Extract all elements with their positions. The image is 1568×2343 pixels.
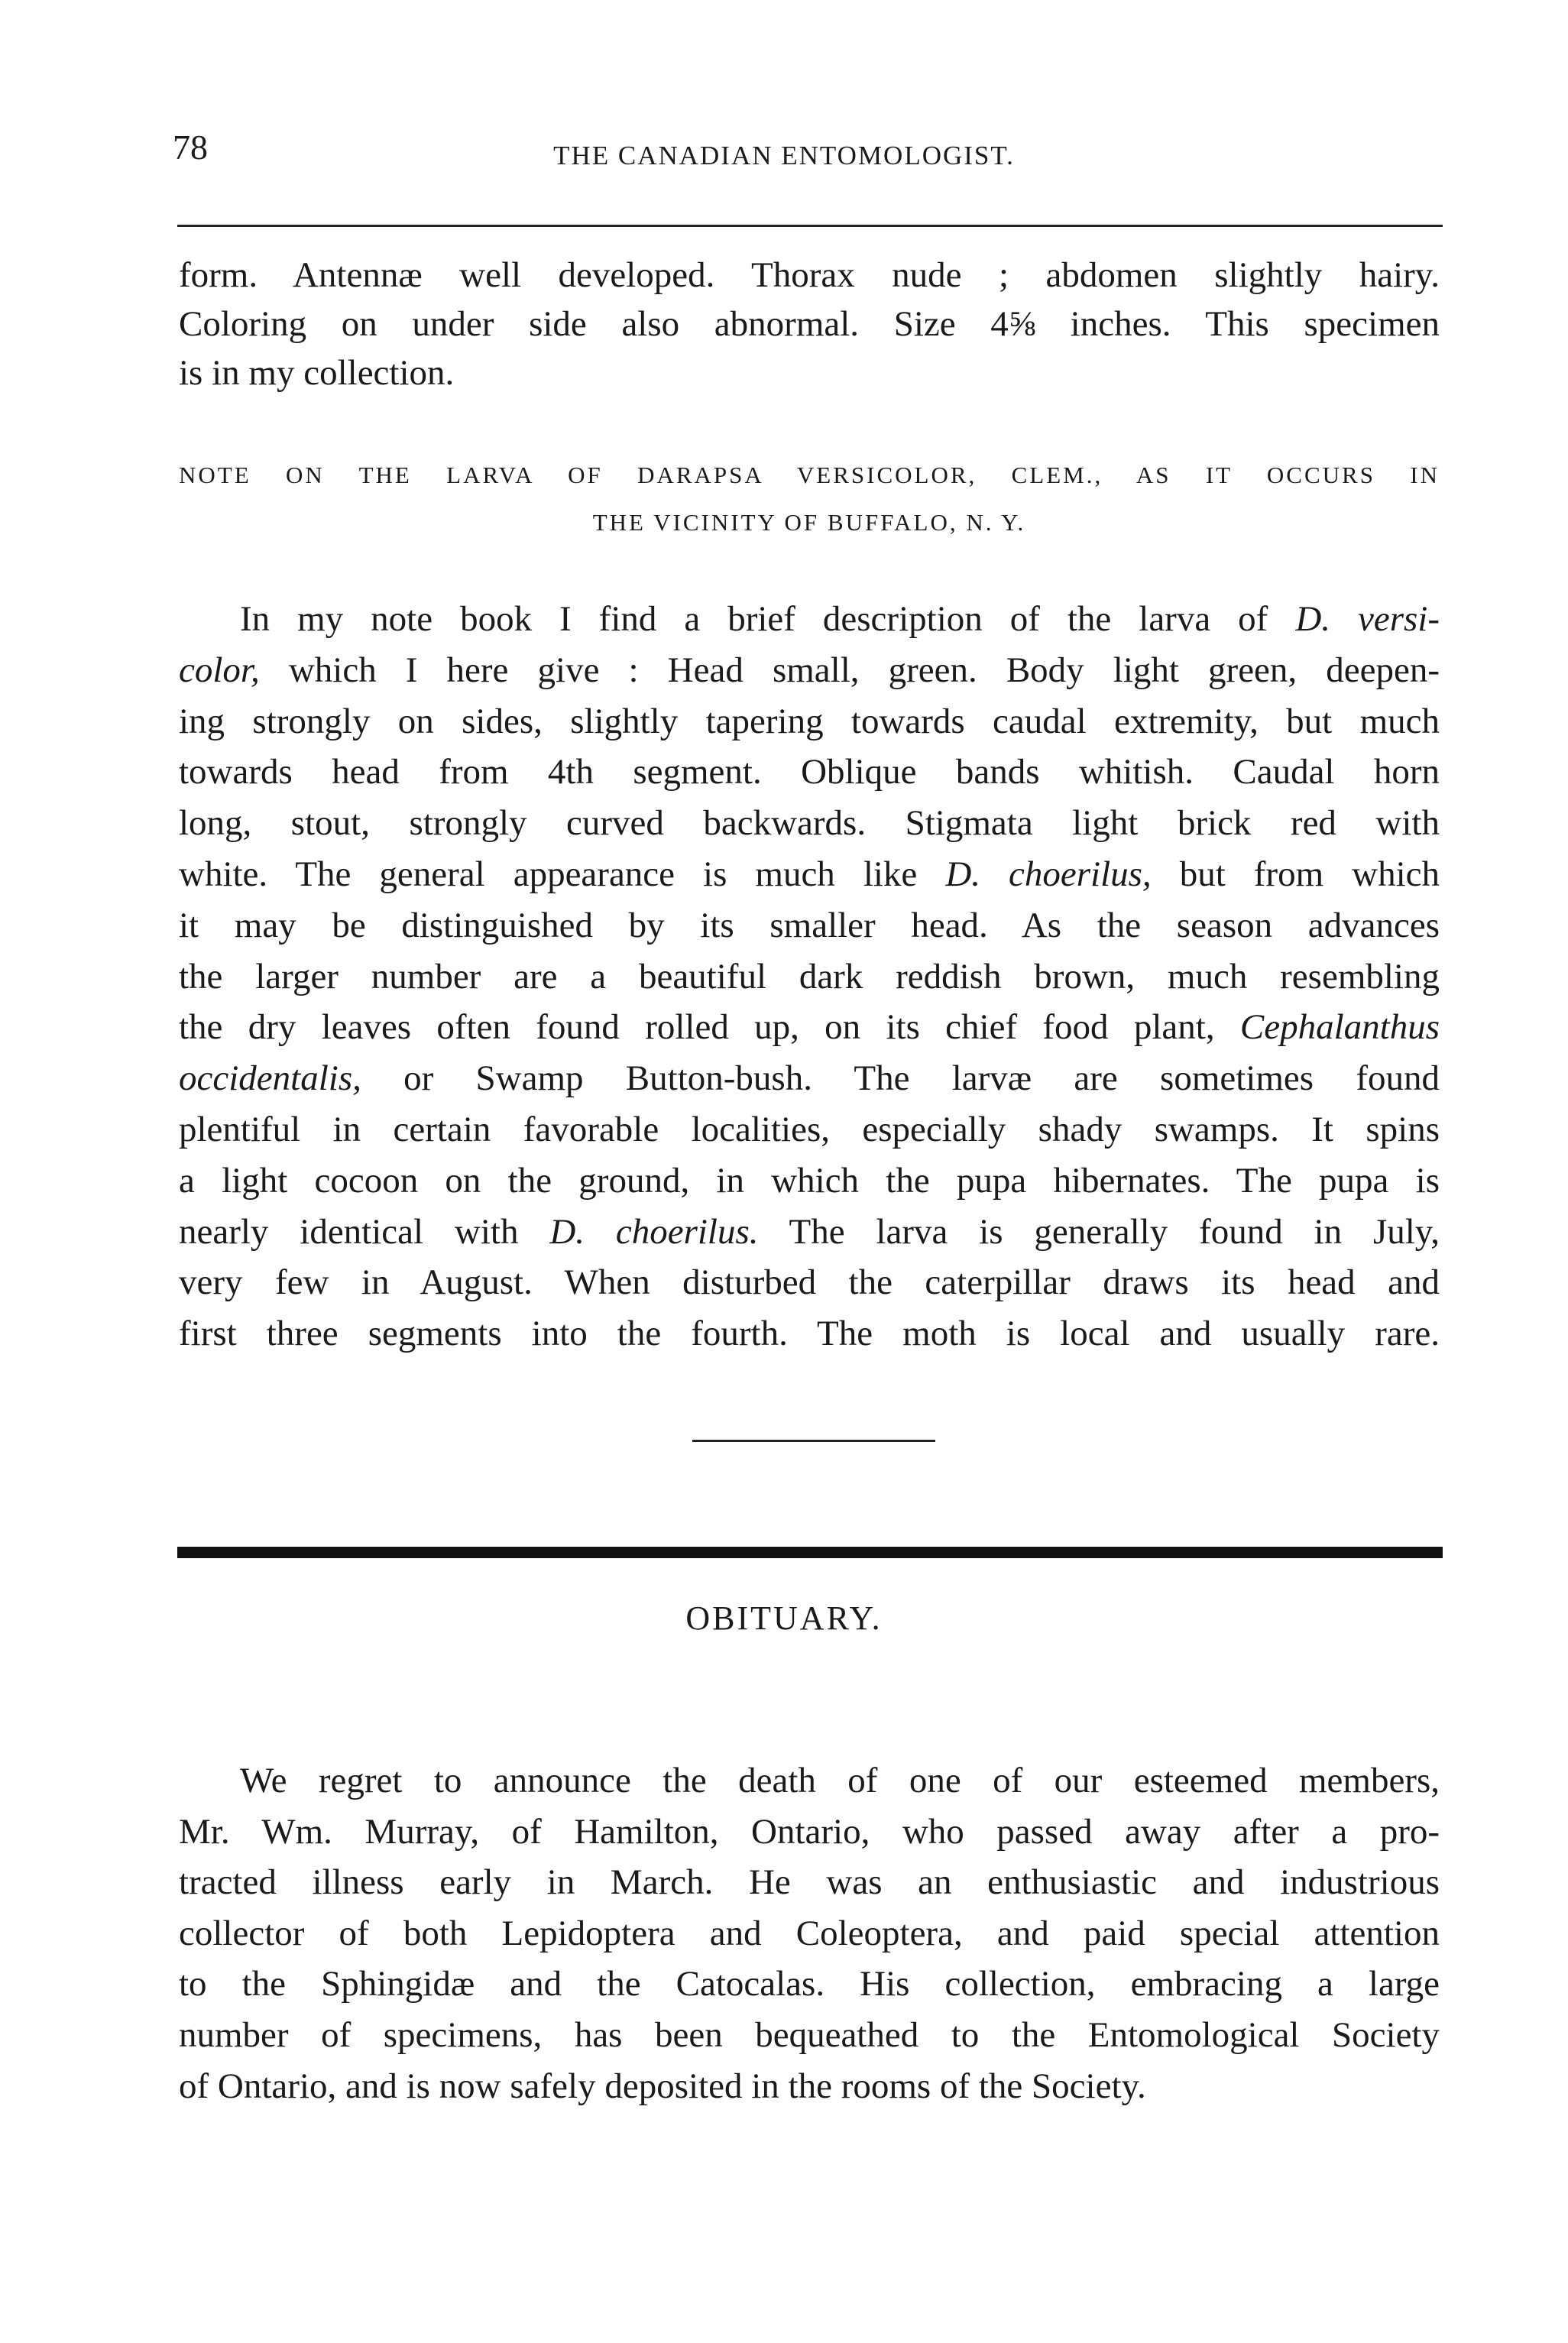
text-segment: long, stout, strongly curved backwards. Stigmata light brick red with (179, 803, 1440, 844)
text-line (179, 1158, 1440, 1204)
italic-text: occidentalis, (179, 1058, 361, 1099)
text-segment: In my note book I find a brief description of the larva of (240, 599, 1296, 639)
italic-text: D. versi- (1295, 599, 1440, 639)
text-segment: nearly identical with (179, 1211, 550, 1252)
text-line (179, 1209, 1440, 1255)
text-segment: plentiful in certain favorable localities, especially shady swamps. It spins (179, 1110, 1440, 1149)
text-segment: a light cocoon on the ground, in which the pupa hibernates. The pupa is (179, 1160, 1440, 1201)
text-line: collector of both Lepidoptera and Coleoptera, and paid special attention (179, 1913, 1440, 1953)
text-line: Coloring on under side also abnormal. Size 4⅝ inches. This specimen (179, 304, 1440, 344)
italic-text: D. choerilus, (945, 854, 1152, 894)
obituary-heading: OBITUARY. (685, 1599, 883, 1637)
text-line (179, 1259, 1440, 1305)
text-line (179, 647, 1440, 693)
italic-text: Cephalanthus (1239, 1007, 1440, 1048)
italic-text: color, (179, 650, 260, 690)
text-segment: the dry leaves often found rolled up, on its chief food plant, (179, 1007, 1240, 1048)
text-line: number of specimens, has been bequeathed to the Entomological Society (179, 2015, 1440, 2055)
note-title-line-1: NOTE ON THE LARVA OF DARAPSA VERSICOLOR, CLEM., AS IT OCCURS IN (179, 462, 1440, 488)
text-segment: The larva is generally found in July, (758, 1211, 1440, 1252)
text-segment: towards head from 4th segment. Oblique bands whitish. Caudal horn (179, 752, 1440, 792)
text-line (179, 1055, 1440, 1101)
text-line: form. Antennæ well developed. Thorax nude ; abdomen slightly hairy. (179, 255, 1440, 295)
text-line (179, 1311, 1440, 1356)
text-line: of Ontario, and is now safely deposited in the rooms of the Society. (179, 2066, 1146, 2106)
text-line (179, 749, 1440, 795)
text-line: is in my collection. (179, 353, 455, 393)
text-segment: very few in August. When disturbed the caterpillar draws its head and (179, 1262, 1440, 1303)
text-line (179, 1107, 1440, 1152)
text-line: We regret to announce the death of one of our esteemed members, (240, 1761, 1440, 1800)
text-line (179, 851, 1440, 897)
text-segment: but from which (1151, 854, 1440, 894)
header-rule (177, 225, 1443, 227)
text-segment: first three segments into the fourth. The moth is local and usually rare. (179, 1314, 1440, 1354)
text-line (240, 596, 1440, 642)
italic-text: D. choerilus. (549, 1211, 759, 1252)
section-divider (692, 1440, 935, 1442)
text-line (179, 698, 1440, 744)
text-segment: it may be distinguished by its smaller head. As the season advances (179, 905, 1440, 945)
text-line (179, 903, 1440, 948)
text-line: tracted illness early in March. He was an enthusiastic and industrious (179, 1862, 1440, 1903)
text-line (179, 1004, 1440, 1050)
text-segment: white. The general appearance is much like (179, 854, 946, 894)
page-number: 78 (173, 128, 208, 167)
thick-rule (177, 1547, 1443, 1558)
text-line (179, 954, 1440, 1000)
text-line: Mr. Wm. Murray, of Hamilton, Ontario, who passed away after a pro- (179, 1811, 1440, 1852)
text-segment: or Swamp Button-bush. The larvæ are sometimes found (361, 1058, 1440, 1099)
note-title-line-2: THE VICINITY OF BUFFALO, N. Y. (592, 509, 1026, 536)
running-title: THE CANADIAN ENTOMOLOGIST. (553, 141, 1015, 170)
text-segment: ing strongly on sides, slightly tapering towards caudal extremity, but much (179, 701, 1440, 741)
text-segment: the larger number are a beautiful dark reddish brown, much resembling (179, 956, 1440, 997)
text-segment: which I here give : Head small, green. Body light green, deepen- (259, 650, 1440, 690)
text-line (179, 800, 1440, 846)
text-line: to the Sphingidæ and the Catocalas. His collection, embracing a large (179, 1964, 1440, 2004)
